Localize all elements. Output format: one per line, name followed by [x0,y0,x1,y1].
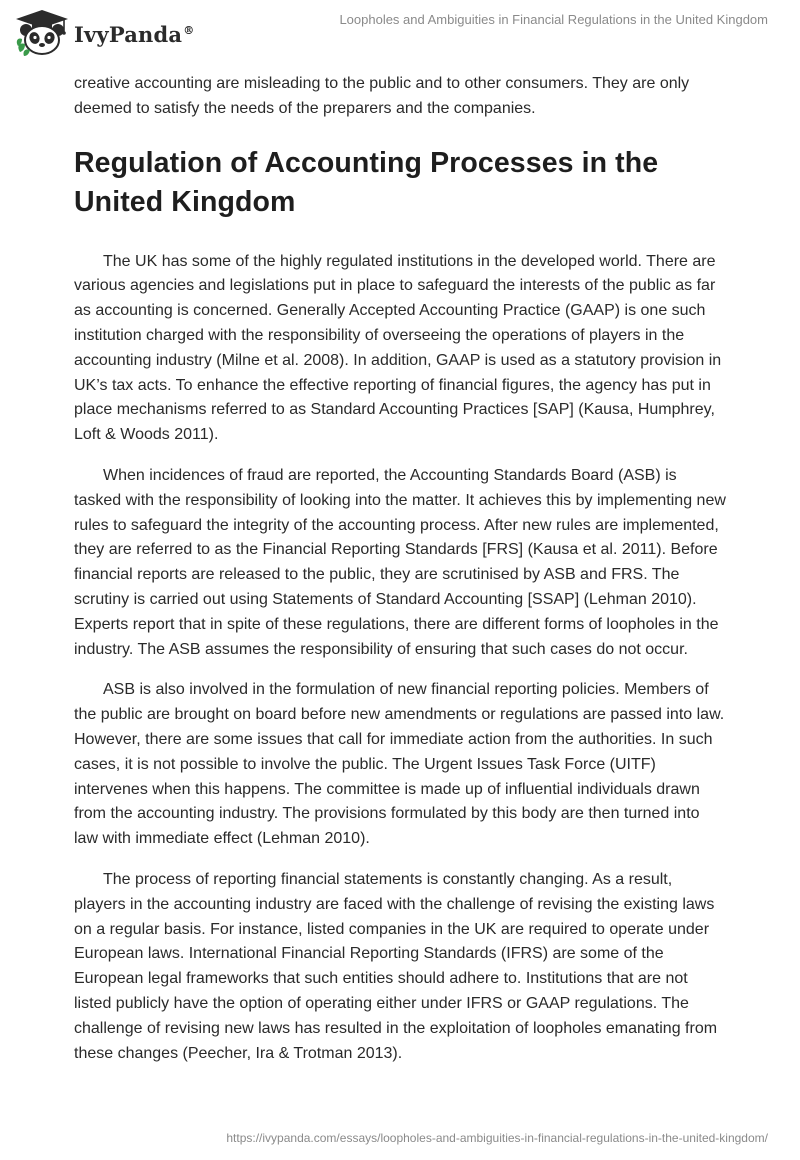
page-header [0,0,800,60]
panda-graduate-icon [14,8,70,58]
document-title: Loopholes and Ambiguities in Financial Regulations in the United Kingdom [339,12,768,27]
body-paragraph: ASB is also involved in the formulation of new financial reporting policies. Members of the public are brought on board before new amendments or regulations are passed into law. However, there are some issues that call for immediate action from the authorities. In such cases, it is not possible to involve the public. The Urgent Issues Task Force (UITF) intervenes when this happens. The committee is made up of influential individuals drawn from the accounting industry. The provisions formulated by this body are then turned into law with immediate effect (Lehman 2010). [74,681,725,848]
source-url-link[interactable]: https://ivypanda.com/essays/loopholes-and-ambiguities-in-financial-regulations-in-the-united-kingdom/ [226,1131,768,1145]
registered-mark: ® [183,23,195,37]
intro-paragraph: creative accounting are misleading to the public and to other consumers. They are only deemed to satisfy the needs of the preparers and the companies. [74,75,690,117]
logo-text: IvyPanda [74,21,183,47]
body-paragraph: The process of reporting financial statements is constantly changing. As a result, players in the accounting industry are faced with the challenge of revising the existing laws on a regular basis. For instance, listed companies in the UK are required to operate under European laws. International Financial Reporting Standards (IFRS) are some of the European legal frameworks that such entities should adhere to. Institutions that are not listed publicly have the option of operating either under IFRS or GAAP regulations. The challenge of revising new laws has resulted in the exploitation of loopholes emanating from these changes (Peecher, Ira & Trotman 2013). [74,870,718,1062]
section-heading: Regulation of Accounting Processes in the United Kingdom [74,146,659,218]
logo-wordmark [74,22,194,47]
body-paragraph: The UK has some of the highly regulated institutions in the developed world. There are various agencies and legislations put in place to safeguard the interests of the public as far as accounting is concerned. Generally Accepted Accounting Practice (GAAP) is one such institution charged with the responsibility of overseeing the operations of players in the accounting industry (Milne et al. 2008). In addition, GAAP is used as a statutory provision in UK’s tax acts. To enhance the effective reporting of financial figures, the agency has put in place mechanisms referred to as Standard Accounting Practices [SAP] (Kausa, Humphrey, Loft & Woods 2011). [74,252,722,444]
body-paragraph: When incidences of fraud are reported, the Accounting Standards Board (ASB) is tasked with the responsibility of looking into the matter. It achieves this by implementing new rules to safeguard the integrity of the accounting process. After new rules are implemented, they are referred to as the Financial Reporting Standards [FRS] (Kausa et al. 2011). Before financial reports are released to the public, they are scrutinised by ASB and FRS. The scrutiny is carried out using Statements of Standard Accounting [SSAP] (Lehman 2010). Experts report that in spite of these regulations, there are different forms of loopholes in the industry. The ASB assumes the responsibility of ensuring that such cases do not occur. [74,466,726,658]
essay-body [74,72,726,1082]
ivypanda-logo[interactable] [14,8,194,58]
